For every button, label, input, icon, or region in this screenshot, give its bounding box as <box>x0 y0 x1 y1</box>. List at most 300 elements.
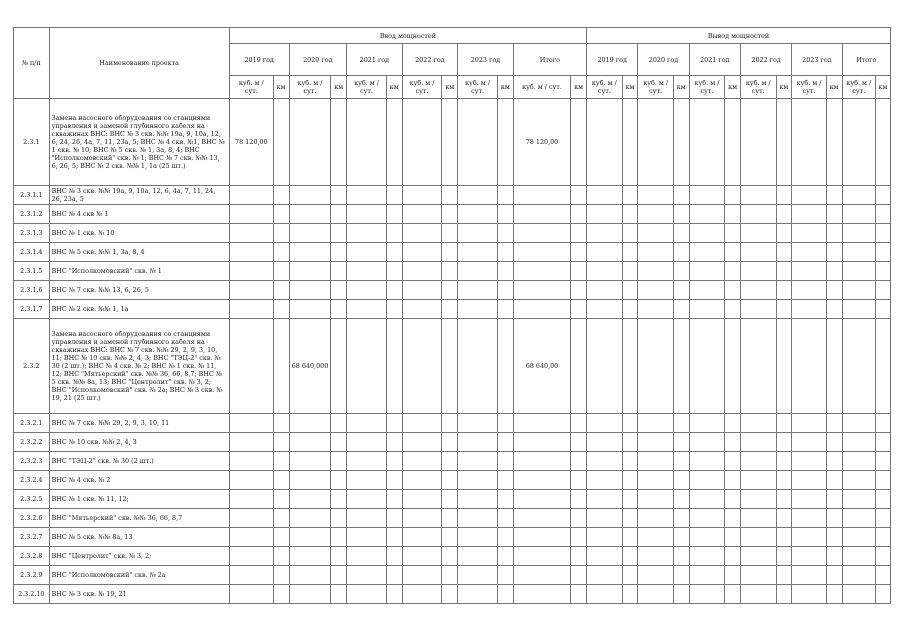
input-2022-volume <box>402 319 442 414</box>
output-2023-volume <box>792 99 827 186</box>
output-2020-km <box>673 509 689 528</box>
row-project-name: ВНС "Исполкомовский" скв. № 1 <box>49 262 229 281</box>
output-2023-km <box>826 471 842 490</box>
output-2021-volume <box>689 509 725 528</box>
output-2021-volume <box>689 547 725 566</box>
output-total-km <box>876 414 891 433</box>
output-2020-km <box>673 528 689 547</box>
output-2020-volume <box>638 566 674 585</box>
input-2020-km <box>331 566 347 585</box>
input-total-volume <box>513 585 571 604</box>
input-2019-km <box>273 319 289 414</box>
input-2019-km <box>273 509 289 528</box>
input-2023-volume <box>458 566 498 585</box>
output-2021-km <box>725 224 741 243</box>
output-2021-volume <box>689 566 725 585</box>
output-2021-km <box>725 471 741 490</box>
output-2020-km <box>673 224 689 243</box>
output-total-volume <box>842 262 876 281</box>
input-2022-volume <box>402 433 442 452</box>
output-2023-km <box>826 414 842 433</box>
output-2023-volume <box>792 262 827 281</box>
input-2020-km <box>331 319 347 414</box>
input-2023-volume <box>458 490 498 509</box>
input-2022-km <box>442 528 458 547</box>
input-2021-km <box>386 452 402 471</box>
output-2023-km <box>826 281 842 300</box>
output-2021-km <box>725 528 741 547</box>
row-number: 2.3.1.7 <box>14 300 50 319</box>
row-number: 2.3.2.8 <box>14 547 50 566</box>
header-unit-km: км <box>673 76 689 99</box>
input-2020-volume <box>289 433 331 452</box>
input-2023-km <box>497 452 513 471</box>
header-unit-volume: куб. м / сут. <box>458 76 498 99</box>
output-2019-km <box>622 205 638 224</box>
output-2021-km <box>725 243 741 262</box>
row-number: 2.3.2.3 <box>14 452 50 471</box>
header-unit-volume: куб. м / сут. <box>229 76 273 99</box>
input-2019-volume <box>229 585 273 604</box>
output-2020-km <box>673 281 689 300</box>
output-2022-volume <box>740 300 776 319</box>
output-2021-volume <box>689 99 725 186</box>
input-2019-volume <box>229 414 273 433</box>
table-row <box>14 528 891 547</box>
row-number: 2.3.2.5 <box>14 490 50 509</box>
input-total-volume <box>513 205 571 224</box>
output-2022-km <box>776 205 792 224</box>
output-total-km <box>876 585 891 604</box>
input-2021-km <box>386 319 402 414</box>
row-number: 2.3.1 <box>14 99 50 186</box>
output-2021-km <box>725 433 741 452</box>
output-total-km <box>876 99 891 186</box>
input-2020-km <box>331 471 347 490</box>
output-2022-volume <box>740 262 776 281</box>
input-2021-volume <box>347 300 387 319</box>
output-2020-km <box>673 243 689 262</box>
output-total-km <box>876 452 891 471</box>
input-2021-km <box>386 585 402 604</box>
input-2022-volume <box>402 509 442 528</box>
header-unit-volume: куб. м / сут. <box>792 76 827 99</box>
row-project-name: ВНС № 3 скв. №№ 19а, 9, 10а, 12, 6, 4а, 7, 11, 24, 26, 23а, 5 <box>49 186 229 205</box>
header-unit-km: км <box>622 76 638 99</box>
input-2020-volume <box>289 205 331 224</box>
input-2022-volume <box>402 490 442 509</box>
output-total-km <box>876 547 891 566</box>
input-2019-km <box>273 585 289 604</box>
output-2020-volume <box>638 262 674 281</box>
row-number: 2.3.1.6 <box>14 281 50 300</box>
output-2021-km <box>725 205 741 224</box>
input-2020-km <box>331 452 347 471</box>
row-project-name: ВНС № 4 скв. № 2 <box>49 471 229 490</box>
input-2022-volume <box>402 585 442 604</box>
input-2022-volume <box>402 205 442 224</box>
output-total-km <box>876 281 891 300</box>
output-2019-volume <box>587 414 623 433</box>
header-unit-volume: куб. м / сут. <box>689 76 725 99</box>
output-2020-volume <box>638 205 674 224</box>
input-2020-volume <box>289 471 331 490</box>
output-total-volume <box>842 186 876 205</box>
output-2019-volume <box>587 509 623 528</box>
input-2021-volume <box>347 414 387 433</box>
input-total-km <box>571 262 587 281</box>
output-2019-km <box>622 528 638 547</box>
output-2019-volume <box>587 566 623 585</box>
output-total-volume <box>842 319 876 414</box>
input-2020-km <box>331 490 347 509</box>
output-total-volume <box>842 528 876 547</box>
output-2022-km <box>776 528 792 547</box>
table-row <box>14 414 891 433</box>
input-2019-volume: 78 120,00 <box>229 99 273 186</box>
input-total-volume <box>513 433 571 452</box>
input-total-volume <box>513 452 571 471</box>
output-2019-km <box>622 433 638 452</box>
output-total-km <box>876 319 891 414</box>
output-2023-km <box>826 490 842 509</box>
header-input-year: 2023 год <box>458 44 514 76</box>
output-2023-km <box>826 205 842 224</box>
output-total-volume <box>842 205 876 224</box>
output-2019-volume <box>587 243 623 262</box>
input-2019-volume <box>229 300 273 319</box>
header-unit-volume: куб. м / сут. <box>513 76 571 99</box>
input-2023-volume <box>458 471 498 490</box>
row-number: 2.3.2.2 <box>14 433 50 452</box>
output-2023-km <box>826 547 842 566</box>
input-2022-volume <box>402 300 442 319</box>
output-2022-km <box>776 452 792 471</box>
input-2020-volume <box>289 528 331 547</box>
output-2023-volume <box>792 490 827 509</box>
header-unit-km: км <box>826 76 842 99</box>
output-2023-volume <box>792 433 827 452</box>
input-total-km <box>571 490 587 509</box>
input-2022-km <box>442 452 458 471</box>
input-2021-km <box>386 300 402 319</box>
header-output-group: Вывод мощностей <box>587 28 891 44</box>
output-2022-volume <box>740 205 776 224</box>
input-2022-km <box>442 262 458 281</box>
output-2020-volume <box>638 490 674 509</box>
input-2020-volume <box>289 547 331 566</box>
input-total-km <box>571 433 587 452</box>
input-2021-volume <box>347 566 387 585</box>
output-2020-km <box>673 186 689 205</box>
output-total-km <box>876 566 891 585</box>
input-total-km <box>571 300 587 319</box>
output-2020-km <box>673 452 689 471</box>
output-2022-volume <box>740 509 776 528</box>
input-2020-km <box>331 585 347 604</box>
input-2022-volume <box>402 99 442 186</box>
input-2019-volume <box>229 281 273 300</box>
row-number: 2.3.2 <box>14 319 50 414</box>
input-2021-volume <box>347 224 387 243</box>
input-2021-volume <box>347 547 387 566</box>
input-2020-volume <box>289 452 331 471</box>
output-total-volume <box>842 547 876 566</box>
header-unit-km: км <box>571 76 587 99</box>
output-2019-volume <box>587 490 623 509</box>
input-total-volume <box>513 509 571 528</box>
output-2022-km <box>776 471 792 490</box>
row-project-name: ВНС № 1 скв. № 10 <box>49 224 229 243</box>
input-2020-km <box>331 205 347 224</box>
input-total-volume <box>513 186 571 205</box>
table-row <box>14 243 891 262</box>
row-project-name: ВНС № 1 скв. № 11, 12; <box>49 490 229 509</box>
output-2021-km <box>725 414 741 433</box>
input-2023-volume <box>458 186 498 205</box>
input-total-volume <box>513 243 571 262</box>
output-total-volume <box>842 471 876 490</box>
input-2022-km <box>442 547 458 566</box>
output-total-km <box>876 471 891 490</box>
output-2023-km <box>826 99 842 186</box>
input-2021-km <box>386 528 402 547</box>
output-2020-km <box>673 547 689 566</box>
output-total-km <box>876 490 891 509</box>
output-2022-volume <box>740 319 776 414</box>
output-2022-volume <box>740 585 776 604</box>
output-2020-km <box>673 300 689 319</box>
input-2022-km <box>442 224 458 243</box>
table-row <box>14 509 891 528</box>
header-output-year: 2022 год <box>740 44 791 76</box>
input-2019-km <box>273 99 289 186</box>
output-2023-km <box>826 566 842 585</box>
output-2020-km <box>673 262 689 281</box>
input-total-km <box>571 205 587 224</box>
input-2020-km <box>331 547 347 566</box>
input-total-km <box>571 319 587 414</box>
output-2019-km <box>622 224 638 243</box>
output-2022-km <box>776 300 792 319</box>
output-2022-km <box>776 224 792 243</box>
output-2023-km <box>826 262 842 281</box>
input-2020-km <box>331 528 347 547</box>
input-2021-volume <box>347 205 387 224</box>
output-2023-volume <box>792 585 827 604</box>
input-2019-volume <box>229 490 273 509</box>
header-unit-km: км <box>331 76 347 99</box>
output-2023-km <box>826 433 842 452</box>
output-2023-km <box>826 509 842 528</box>
output-2019-km <box>622 243 638 262</box>
header-output-year: 2023 год <box>792 44 842 76</box>
input-2021-volume <box>347 99 387 186</box>
table-row <box>14 99 891 186</box>
input-2019-km <box>273 281 289 300</box>
output-2019-volume <box>587 528 623 547</box>
header-output-year: 2020 год <box>638 44 689 76</box>
output-2019-km <box>622 509 638 528</box>
input-2019-volume <box>229 471 273 490</box>
input-2019-km <box>273 414 289 433</box>
input-2020-volume <box>289 566 331 585</box>
input-2019-volume <box>229 433 273 452</box>
output-total-volume <box>842 99 876 186</box>
output-2022-km <box>776 186 792 205</box>
input-2022-km <box>442 300 458 319</box>
output-2020-km <box>673 433 689 452</box>
input-total-volume <box>513 528 571 547</box>
output-2021-km <box>725 99 741 186</box>
output-2023-volume <box>792 281 827 300</box>
input-2019-km <box>273 490 289 509</box>
table-row <box>14 281 891 300</box>
input-2019-volume <box>229 186 273 205</box>
input-2021-volume <box>347 262 387 281</box>
table-row <box>14 300 891 319</box>
input-2023-volume <box>458 281 498 300</box>
input-2021-km <box>386 99 402 186</box>
input-2022-km <box>442 471 458 490</box>
output-2022-km <box>776 490 792 509</box>
input-2023-km <box>497 224 513 243</box>
output-2020-volume <box>638 281 674 300</box>
input-2020-km <box>331 243 347 262</box>
table-row <box>14 319 891 414</box>
row-number: 2.3.1.1 <box>14 186 50 205</box>
output-2019-volume <box>587 262 623 281</box>
output-2022-volume <box>740 281 776 300</box>
input-2023-km <box>497 509 513 528</box>
output-2021-km <box>725 547 741 566</box>
input-2022-km <box>442 243 458 262</box>
input-2019-km <box>273 471 289 490</box>
input-2019-km <box>273 205 289 224</box>
input-2019-km <box>273 186 289 205</box>
header-unit-volume: куб. м / сут. <box>842 76 876 99</box>
input-2021-volume <box>347 490 387 509</box>
input-2023-km <box>497 585 513 604</box>
output-2019-km <box>622 186 638 205</box>
output-2021-volume <box>689 243 725 262</box>
input-2023-volume <box>458 452 498 471</box>
output-total-volume <box>842 452 876 471</box>
output-2022-km <box>776 433 792 452</box>
output-total-km <box>876 205 891 224</box>
output-2023-volume <box>792 205 827 224</box>
input-2023-km <box>497 471 513 490</box>
output-2019-km <box>622 585 638 604</box>
header-num: № п/п <box>14 28 50 99</box>
output-2023-volume <box>792 414 827 433</box>
input-2020-volume <box>289 281 331 300</box>
header-unit-km: км <box>876 76 891 99</box>
input-2019-volume <box>229 205 273 224</box>
input-total-km <box>571 528 587 547</box>
input-2019-volume <box>229 528 273 547</box>
input-2022-km <box>442 281 458 300</box>
output-total-km <box>876 528 891 547</box>
input-2020-volume <box>289 186 331 205</box>
output-2021-km <box>725 585 741 604</box>
input-2021-volume <box>347 585 387 604</box>
output-2023-km <box>826 300 842 319</box>
row-number: 2.3.2.9 <box>14 566 50 585</box>
output-2023-km <box>826 186 842 205</box>
input-2023-km <box>497 490 513 509</box>
output-2019-volume <box>587 205 623 224</box>
output-2020-volume <box>638 585 674 604</box>
output-2022-km <box>776 547 792 566</box>
output-total-km <box>876 186 891 205</box>
row-project-name: Замена насосного оборудования со станциями управления и заменой глубинного кабеля на скважинах ВНС: ВНС № 7 скв. №№ 29, 2, 9, 3, 10, 11; ВНС № 10 скв. №№ 2, 4, 3; ВНС "ТЭЦ-2" скв. № 30 (2 шт.); ВНС № 4 скв. № 2; ВНС № 1 скв. № 11, 12; ВНС "Мятьерский" скв. №№ 36, 66, 8,7; ВНС № 5 скв. №№ 8а, 13; ВНС "Центролит" скв. № 3, 2; ВНС "Исполкомовский" скв. № 2а; ВНС № 3 скв. № 19, 21 (25 шт.) <box>49 319 229 414</box>
input-2020-km <box>331 433 347 452</box>
input-total-km <box>571 414 587 433</box>
output-2021-volume <box>689 585 725 604</box>
input-2021-volume <box>347 528 387 547</box>
input-2021-km <box>386 281 402 300</box>
input-2022-km <box>442 205 458 224</box>
capacity-table <box>13 27 891 604</box>
input-2020-km <box>331 509 347 528</box>
input-total-km <box>571 281 587 300</box>
output-2022-volume <box>740 566 776 585</box>
input-2019-km <box>273 528 289 547</box>
output-2019-km <box>622 414 638 433</box>
output-2020-volume <box>638 243 674 262</box>
input-2021-km <box>386 471 402 490</box>
input-2020-km <box>331 224 347 243</box>
output-2023-km <box>826 452 842 471</box>
output-2021-volume <box>689 205 725 224</box>
input-2023-volume <box>458 243 498 262</box>
output-2021-km <box>725 509 741 528</box>
header-input-year: Итого <box>513 44 586 76</box>
output-2023-volume <box>792 509 827 528</box>
output-2020-volume <box>638 433 674 452</box>
input-2022-volume <box>402 243 442 262</box>
input-total-km <box>571 471 587 490</box>
input-2021-volume <box>347 186 387 205</box>
input-2022-volume <box>402 452 442 471</box>
output-2020-volume <box>638 471 674 490</box>
output-2019-km <box>622 452 638 471</box>
output-2019-km <box>622 471 638 490</box>
table-row <box>14 186 891 205</box>
input-2020-km <box>331 186 347 205</box>
output-2020-km <box>673 490 689 509</box>
input-total-volume <box>513 547 571 566</box>
row-number: 2.3.1.3 <box>14 224 50 243</box>
input-2022-km <box>442 186 458 205</box>
input-total-km <box>571 566 587 585</box>
row-project-name: ВНС "ТЭЦ-2" скв. № 30 (2 шт.) <box>49 452 229 471</box>
input-2020-volume <box>289 99 331 186</box>
output-total-volume <box>842 414 876 433</box>
row-project-name: ВНС № 7 скв. №№ 13, 6, 26, 5 <box>49 281 229 300</box>
output-2023-volume <box>792 186 827 205</box>
input-2023-km <box>497 300 513 319</box>
output-2022-volume <box>740 547 776 566</box>
output-2020-km <box>673 205 689 224</box>
input-2020-km <box>331 281 347 300</box>
table-row <box>14 566 891 585</box>
input-total-km <box>571 452 587 471</box>
input-2021-volume <box>347 243 387 262</box>
output-2020-km <box>673 585 689 604</box>
header-project-name: Наименование проекта <box>49 28 229 99</box>
